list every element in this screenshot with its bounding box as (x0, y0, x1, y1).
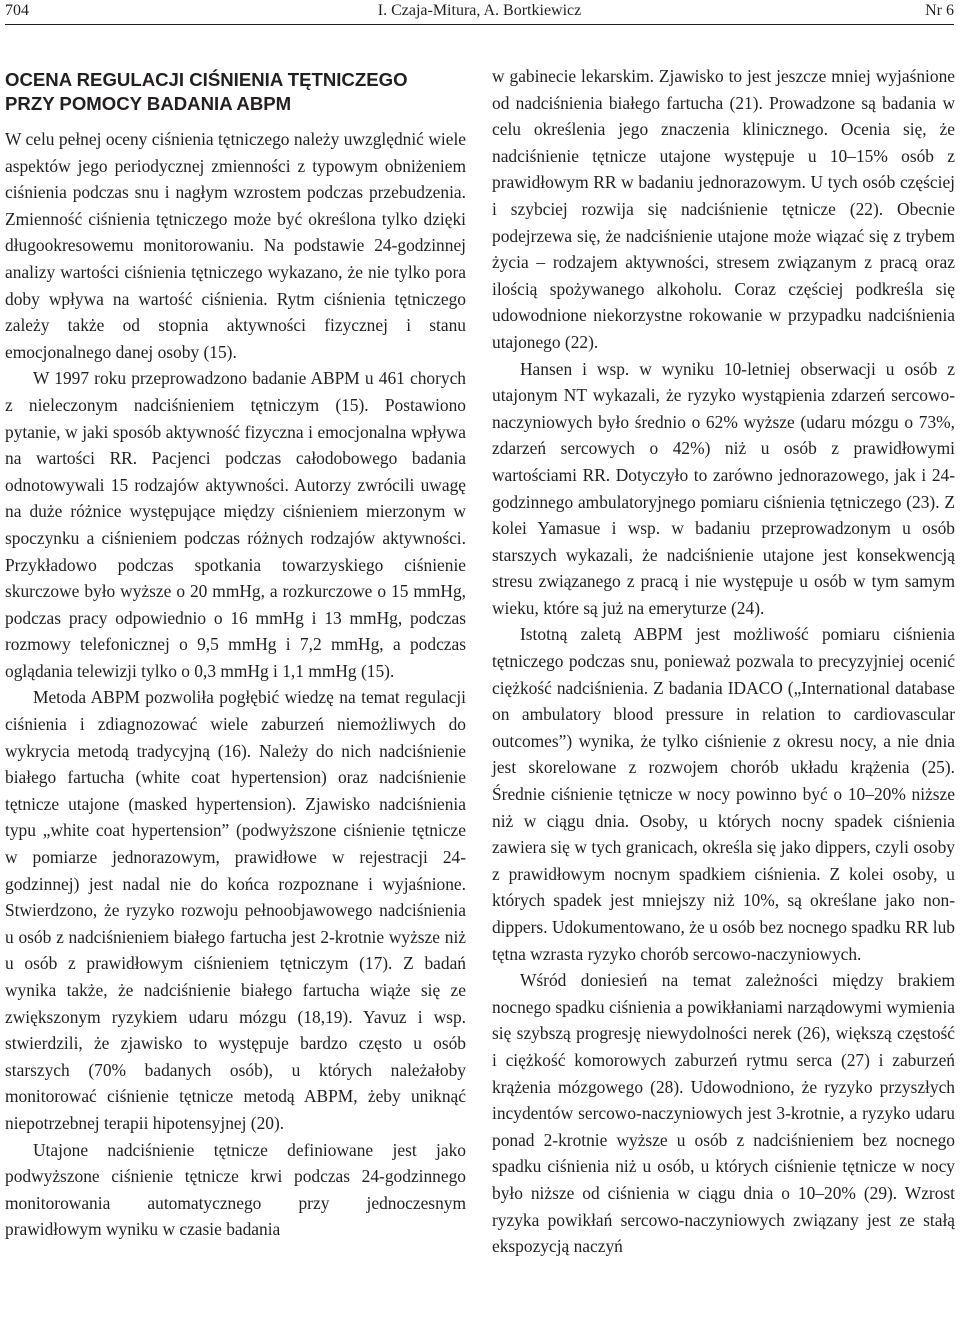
paragraph: w gabinecie lekarskim. Zjawisko to jest jeszcze mniej wyjaśnione od nadciśnienia białego fartucha (21). Prowadzone są badania w celu określenia jego znaczenia klinicznego. Ocenia się, że nadciśnienie tętnicze utajone występuje u 10–15% osób z prawidłowym RR w badaniu jednorazowym. U tych osób częściej i szybciej rozwija się nadciśnienie tętnicze (22). Obecnie podejrzewa się, że nadciśnienie utajone może wiązać się z trybem życia – rodzajem aktywności, stresem związanym z pracą oraz ilością spożywanego alkoholu. Coraz częściej podkreśla się udowodnione niekorzystne rokowanie w przypadku nadciśnienia utajonego (22). (492, 66, 955, 352)
paragraph: W celu pełnej oceny ciśnienia tętniczego należy uwzględnić wiele aspektów jego periodycznej zmienności z typowym obniżeniem ciśnienia podczas snu i nagłym wzrostem podczas przebudzenia. Zmienność ciśnienia tętniczego może być określona tylko dzięki długookresowemu monitorowaniu. Na podstawie 24-godzinnej analizy wartości ciśnienia tętniczego wykazano, że nie tylko pora doby wpływa na wartość ciśnienia. Rytm ciśnienia tętniczego zależy także od stopnia aktywności fizycznej i stanu emocjonalnego danej osoby (15). (5, 129, 466, 362)
paragraph: Hansen i wsp. w wyniku 10-letniej obserwacji u osób z utajonym NT wykazali, że ryzyko wystąpienia zdarzeń sercowo-naczyniowych było średnio o 62% wyższe (udaru mózgu o 73%, zdarzeń sercowych o 42%) niż u osób z prawidłowymi wartościami RR. Dotyczyło to zarówno jednorazowego, jak i 24-godzinnego ambulatoryjnego pomiaru ciśnienia tętniczego (23). Z kolei Yamasue i wsp. w badaniu przeprowadzonym u osób starszych wykazali, że nadciśnienie utajone jest konsekwencją stresu związanego z pracą i nie występuje u osób w tym samym wieku, które są już na emeryturze (24). (492, 358, 955, 618)
paragraph: Wśród doniesień na temat zależności między brakiem nocnego spadku ciśnienia a powikłaniami narządowymi wymienia się szybszą progresję niewydolności nerek (26), większą częstość i ciężkość komorowych zaburzeń rytmu serca (27) i zaburzeń krążenia mózgowego (28). Udowodniono, że ryzyko przyszłych incydentów sercowo-naczyniowych jest 3-krotnie, a ryzyko udaru ponad 2-krotnie wyższe u osób z nadciśnieniem bez nocnego spadku ciśnienia niż u osób, u których ciśnienie tętnicze w nocy było niższe od ciśnienia w ciągu dnia o 10–20% (29). Wzrost ryzyka powikłań sercowo-naczyniowych związany jest ze stałą ekspozycją naczyń (492, 970, 955, 1257)
left-column (5, 60, 466, 1243)
page-number: 704 (5, 2, 29, 19)
section-title-line-1: OCENA REGULACJI CIŚNIENIA TĘTNICZEGO (5, 69, 408, 90)
paragraph: Utajone nadciśnienie tętnicze definiowane jest jako podwyższone ciśnienie tętnicze krwi podczas 24-godzinnego monitorowania automatycznego przy jednoczesnym prawidłowym wyniku w czasie badania (5, 1139, 466, 1240)
running-header (5, 0, 954, 25)
paragraph: W 1997 roku przeprowadzono badanie ABPM u 461 chorych z nieleczonym nadciśnieniem tętniczym (15). Postawiono pytanie, w jaki sposób aktywność fizyczna i emocjonalna wpływa na wartości RR. Pacjenci podczas całodobowego badania odnotowywali 15 rodzajów aktywności. Autorzy zwrócili uwagę na duże różnice występujące między ciśnieniem mierzonym w spoczynku a ciśnieniem podczas różnych rodzajów aktywności. Przykładowo podczas spotkania towarzyskiego ciśnienie skurczowe było wyższe o 20 mmHg, a rozkurczowe o 15 mmHg, podczas pracy odpowiednio o 16 mmHg i 13 mmHg, podczas rozmowy telefonicznej o 9,5 mmHg i 7,2 mmHg, a podczas oglądania telewizji tylko o 0,3 mmHg i 1,1 mmHg (15). (5, 368, 466, 681)
running-head-authors: I. Czaja-Mitura, A. Bortkiewicz (377, 2, 582, 19)
issue-number: Nr 6 (925, 2, 954, 19)
paragraph: Metoda ABPM pozwoliła pogłębić wiedzę na temat regulacji ciśnienia i zdiagnozować wiele zaburzeń niemożliwych do wykrycia metodą tradycyjną (16). Należy do nich nadciśnienie białego fartucha (white coat hypertension) oraz nadciśnienie tętnicze utajone (masked hypertension). Zjawisko nadciśnienia typu „white coat hypertension” (podwyższone ciśnienie tętnicze w pomiarze jednorazowym, prawidłowe w rejestracji 24-godzinnej) jest nadal nie do końca rozpoznane i wyjaśnione. Stwierdzono, że ryzyko rozwoju pełnoobjawowego nadciśnienia u osób z nadciśnieniem białego fartucha jest 2-krotnie wyższe niż u osób z prawidłowym ciśnieniem tętniczym (17). Z badań wynika także, że nadciśnienie białego fartucha wiąże się ze zwiększonym ryzykiem udaru mózgu (18,19). Yavuz i wsp. stwierdzili, że zjawisko to występuje bardzo często u osób starszych (70% badanych osób), u których należałoby monitorować ciśnienie tętnicze metodą ABPM, żeby uniknąć niepotrzebnej terapii hipotensyjnej (20). (5, 687, 466, 1133)
section-title (5, 68, 466, 116)
section-title-line-2: PRZY POMOCY BADANIA ABPM (5, 93, 292, 114)
paragraph: Istotną zaletą ABPM jest możliwość pomiaru ciśnienia tętniczego podczas snu, ponieważ pozwala to precyzyjniej ocenić ciężkość nadciśnienia. Z badania IDACO („International database on ambulatory blood pressure in relation to cardiovascular outcomes”) wynika, że tylko ciśnienie z okresu nocy, a nie dnia jest skorelowane z rozwojem chorób układu krążenia (25). Średnie ciśnienie tętnicze w nocy powinno być o 10–20% niższe niż w ciągu dnia. Osoby, u których nocny spadek ciśnienia zawiera się w tych granicach, określa się jako dippers, czyli osoby z prawidłowym nocnym spadkiem ciśnienia. Z kolei osoby, u których spadek jest mniejszy niż 10%, są określane jako non-dippers. Udokumentowano, że u osób bez nocnego spadku RR lub tętna wzrasta ryzyko chorób sercowo-naczyniowych. (492, 624, 955, 964)
right-column (492, 63, 955, 1260)
